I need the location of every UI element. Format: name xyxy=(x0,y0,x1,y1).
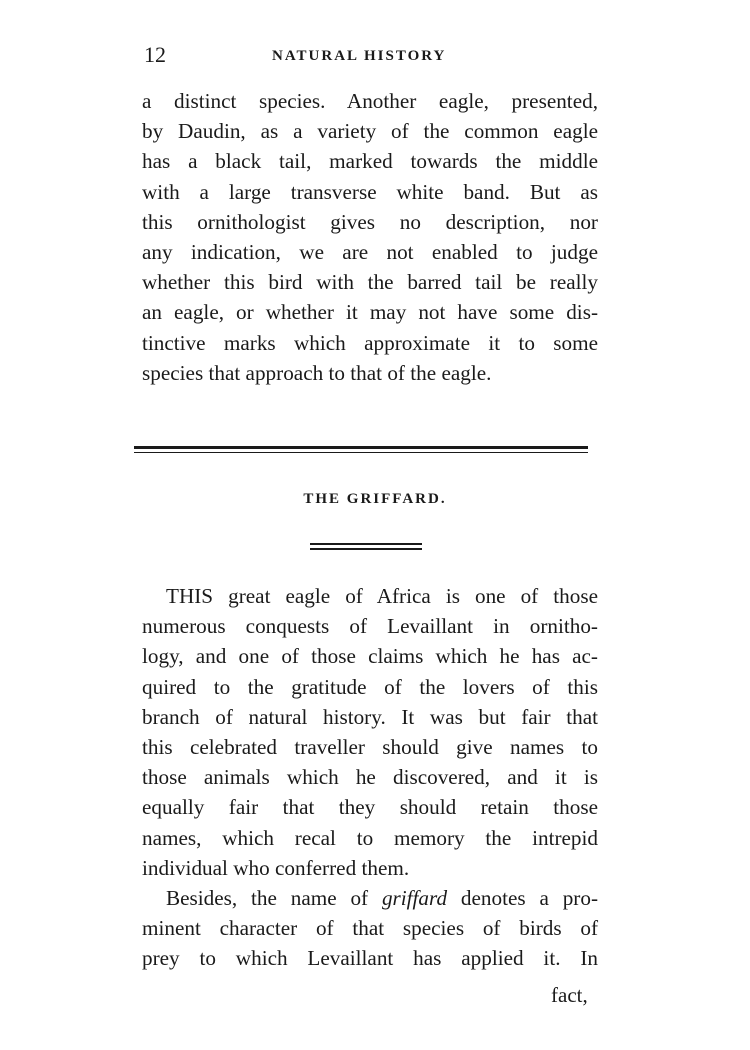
text-line: has a black tail, marked towards the middle xyxy=(142,149,598,174)
catchword: fact, xyxy=(551,983,588,1007)
text-line: logy, and one of those claims which he has ac- xyxy=(142,644,598,669)
text-line xyxy=(142,883,598,913)
text-line: branch of natural history. It was but fair that xyxy=(142,704,598,729)
heading-underline-rule xyxy=(310,543,422,552)
running-head: NATURAL HISTORY xyxy=(272,48,447,64)
text-line: THIS great eagle of Africa is one of those xyxy=(166,584,598,608)
body-text-section-2 xyxy=(142,581,598,974)
text-line: minent character of that species of birds of xyxy=(142,916,598,941)
text-line: with a large transverse white band. But as xyxy=(142,179,598,204)
text-line: quired to the gratitude of the lovers of this xyxy=(142,674,598,699)
text-line: tinctive marks which approximate it to some xyxy=(142,330,598,355)
page-number: 12 xyxy=(144,42,166,67)
text-line: prey to which Levaillant has applied it. In xyxy=(142,946,598,971)
section-heading: THE GRIFFARD. xyxy=(303,491,447,507)
section-divider-rule xyxy=(134,446,588,457)
text-line: a distinct species. Another eagle, presented, xyxy=(142,89,598,113)
text-line: those animals which he discovered, and it is xyxy=(142,765,598,790)
rule-line-thin xyxy=(134,452,588,453)
rule-line-thick xyxy=(134,446,588,449)
italic-term: griffard xyxy=(381,886,448,911)
text-line: this celebrated traveller should give names to xyxy=(142,735,598,760)
text-line: species that approach to that of the eagle. xyxy=(142,360,492,385)
text-line: any indication, we are not enabled to judge xyxy=(142,240,598,265)
rule-line-top xyxy=(310,543,422,545)
text-line: by Daudin, as a variety of the common eagle xyxy=(142,119,598,144)
text-line: individual who conferred them. xyxy=(142,855,410,880)
text-fragment: denotes a pro- xyxy=(447,886,598,911)
body-text-section-1 xyxy=(142,86,598,388)
rule-line-bottom xyxy=(310,548,422,550)
text-line: equally fair that they should retain those xyxy=(142,795,598,820)
text-fragment: Besides, the name of xyxy=(166,886,382,911)
text-line: this ornithologist gives no description, nor xyxy=(142,209,598,234)
text-line: names, which recal to memory the intrepid xyxy=(142,825,598,850)
text-line: numerous conquests of Levaillant in ornitho- xyxy=(142,614,598,639)
text-line: an eagle, or whether it may not have some dis- xyxy=(142,300,598,325)
text-line: whether this bird with the barred tail be really xyxy=(142,270,598,295)
